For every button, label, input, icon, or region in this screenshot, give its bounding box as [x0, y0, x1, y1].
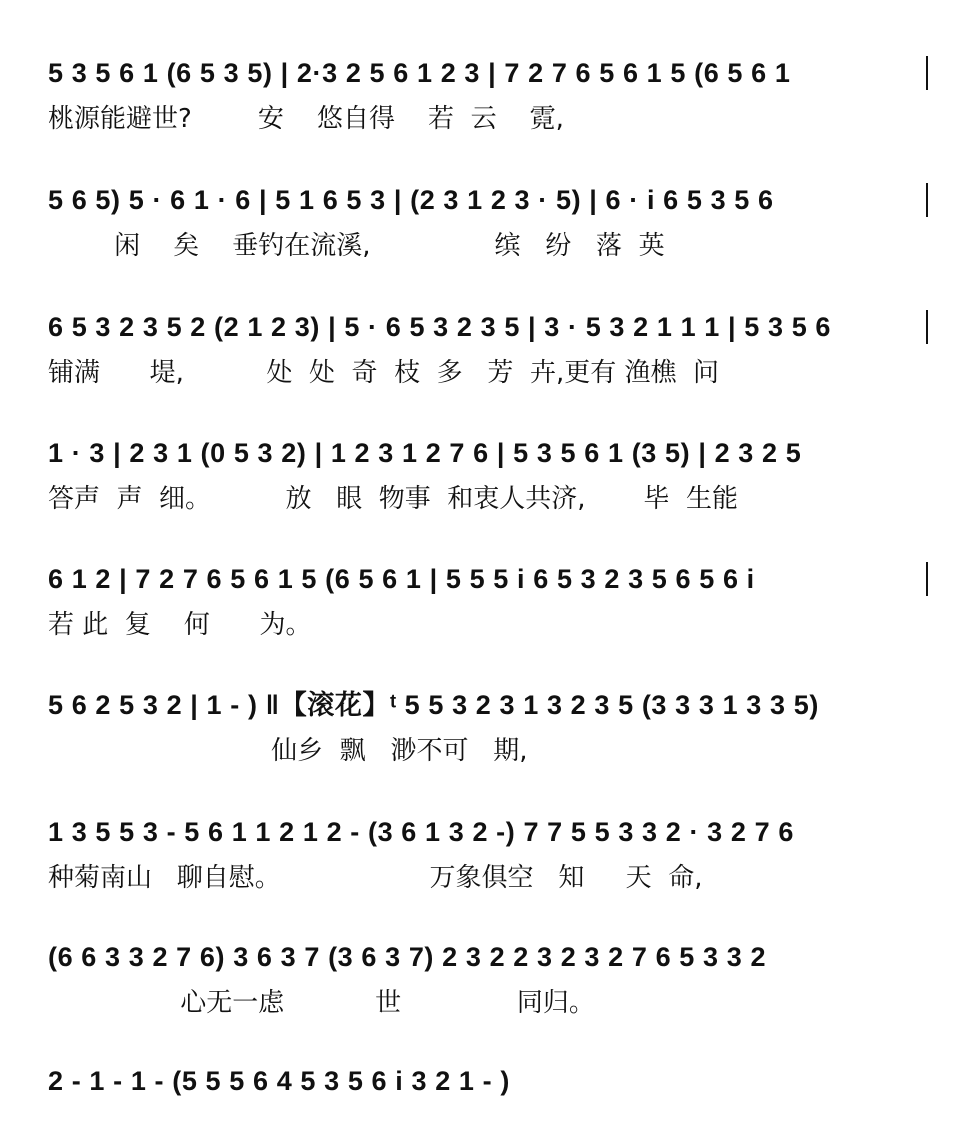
lyric-line: 心无一虑 世 同归。: [48, 988, 595, 1018]
end-barline: [926, 562, 928, 596]
lyric-line: 闲 矣 垂钓在流溪, 缤 纷 落 英: [48, 231, 665, 261]
lyric-line: 种菊南山 聊自慰。 万象俱空 知 天 命,: [48, 863, 703, 893]
lyric-line: 若 此 复 何 为。: [48, 610, 312, 640]
notation-line: 6 5 3 2 3 5 2 (2 1 2 3) | 5 · 6 5 3 2 3 5 | 3 · 5 3 2 1 1 1 | 5 3 5 6: [48, 312, 832, 342]
notation-line: 1 3 5 5 3 - 5 6 1 1 2 1 2 - (3 6 1 3 2 -) 7 7 5 5 3 3 2 · 3 2 7 6: [48, 817, 794, 847]
notation-line: 2 - 1 - 1 - (5 5 5 6 4 5 3 5 6 i 3 2 1 - ): [48, 1066, 510, 1096]
lyric-line: 铺满 堤, 处 处 奇 枝 多 芳 卉,更有 渔樵 问: [48, 358, 719, 388]
notation-line: 5 6 5) 5 · 6 1 · 6 | 5 1 6 5 3 | (2 3 1 2 3 · 5) | 6 · i 6 5 3 5 6: [48, 185, 774, 215]
notation-line: 5 6 2 5 3 2 | 1 - ) ‖【滚花】ᵗ 5 5 3 2 3 1 3 2 3 5 (3 3 3 1 3 3 5): [48, 690, 819, 720]
lyric-line: 仙乡 飘 渺不可 期,: [48, 736, 528, 766]
notation-line: (6 6 3 3 2 7 6) 3 6 3 7 (3 6 3 7) 2 3 2 2 3 2 3 2 7 6 5 3 3 2: [48, 942, 767, 972]
end-barline: [926, 183, 928, 217]
lyric-line: 答声 声 细。 放 眼 物事 和衷人共济, 毕 生能: [48, 484, 738, 514]
end-barline: [926, 310, 928, 344]
end-barline: [926, 56, 928, 90]
notation-line: 6 1 2 | 7 2 7 6 5 6 1 5 (6 5 6 1 | 5 5 5 i 6 5 3 2 3 5 6 5 6 i: [48, 564, 755, 594]
lyric-line: 桃源能避世? 安 悠自得 若 云 霓,: [48, 104, 564, 134]
notation-line: 1 · 3 | 2 3 1 (0 5 3 2) | 1 2 3 1 2 7 6 | 5 3 5 6 1 (3 5) | 2 3 2 5: [48, 438, 802, 468]
notation-line: 5 3 5 6 1 (6 5 3 5) | 2·3 2 5 6 1 2 3 | 7 2 7 6 5 6 1 5 (6 5 6 1: [48, 58, 791, 88]
